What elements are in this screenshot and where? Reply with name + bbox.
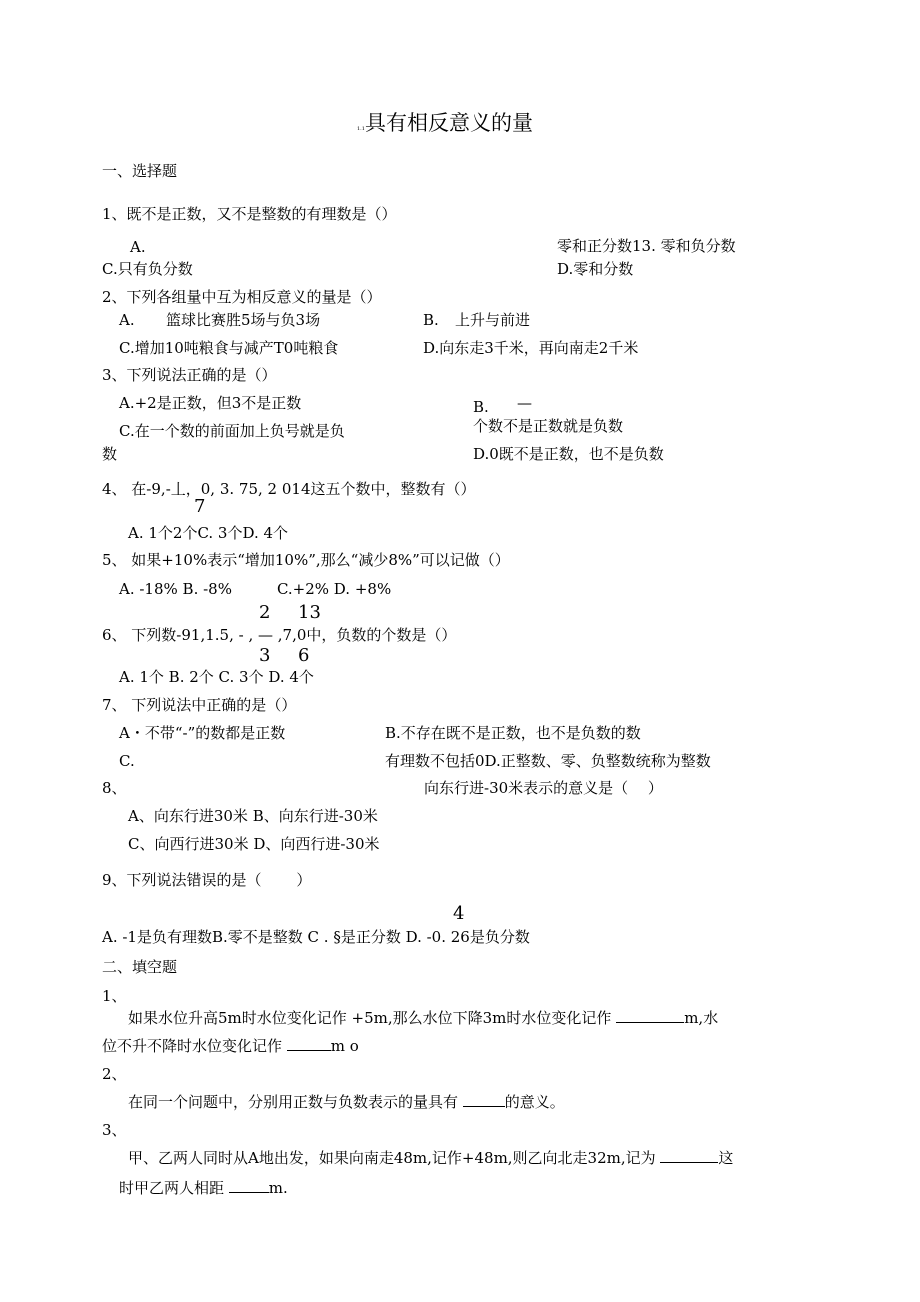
question-2-option-a-label: A. (119, 311, 135, 329)
question-3-option-d: D.0既不是正数，也不是负数 (473, 445, 664, 463)
section-heading-fill: 二、填空题 (102, 958, 178, 976)
fill-1-blank-1[interactable] (616, 1021, 684, 1023)
fill-3-text-d: m. (268, 1179, 288, 1197)
question-3-option-b: 个数不是正数就是负数 (473, 417, 624, 435)
fill-3-blank-2[interactable] (229, 1191, 269, 1193)
title-prefix: 1.1 (357, 126, 365, 132)
fill-3-line-2 (119, 1179, 288, 1197)
question-2-option-a: 篮球比赛胜5场与负3场 (166, 311, 321, 329)
question-3-stem: 3、下列说法正确的是（） (102, 366, 277, 384)
question-9-numerator: 4 (453, 903, 465, 924)
question-6-stem: 6、 下列数-91,1.5, - , — ,7,0中，负数的个数是（） (102, 626, 457, 644)
question-5-options: A. -18% B. -8% C.+2% D. +8% (119, 580, 392, 598)
question-3-option-b-dash: — (517, 394, 532, 412)
question-7-option-a: A・不带“-”的数都是正数 (119, 724, 286, 742)
question-5-stem: 5、 如果+10%表示“增加10%”,那么“减少8%”可以记做（） (102, 551, 510, 569)
question-2-option-d: D.向东走3千米，再向南走2千米 (423, 339, 639, 357)
fill-1-number: 1、 (102, 987, 127, 1005)
fill-3-number: 3、 (102, 1121, 127, 1139)
question-2-stem: 2、下列各组量中互为相反意义的量是（） (102, 288, 382, 306)
fill-1-text-a: 如果水位升高5m时水位变化记作 +5m,那么水位下降3m时水位变化记作 (128, 1009, 612, 1027)
question-1-option-c: C.只有负分数 (102, 260, 193, 278)
question-7-option-c-label: C. (119, 752, 135, 770)
fill-1-blank-2[interactable] (287, 1049, 331, 1051)
question-1-stem: 1、既不是正数，又不是整数的有理数是（） (102, 205, 397, 223)
question-6-denominator-1: 3 (259, 645, 271, 666)
question-4-denominator: 7 (194, 496, 206, 517)
question-8-options-ab: A、向东行进30米 B、向东行进-30米 (128, 807, 378, 825)
question-2-option-c: C.增加10吨粮食与减产T0吨粮食 (119, 339, 339, 357)
fill-2-line-1 (128, 1093, 565, 1111)
question-1-option-d: D.零和分数 (557, 260, 634, 278)
question-4-stem: 4、 在-9,-丄，0, 3. 75, 2 014这五个数中，整数有（） (102, 480, 476, 498)
fill-1-text-b: m,水 (684, 1009, 719, 1027)
fill-3-blank-1[interactable] (660, 1161, 718, 1163)
question-7-option-b: B.不存在既不是正数，也不是负数的数 (385, 724, 641, 742)
question-8-options-cd: C、向西行进30米 D、向西行进-30米 (128, 835, 380, 853)
question-9-options: A. -1是负有理数B.零不是整数 C . §是正分数 D. -0. 26是负分数 (102, 928, 530, 946)
question-7-stem: 7、 下列说法中正确的是（） (102, 696, 297, 714)
question-7-option-cd: 有理数不包括0D.正整数、零、负整数统称为整数 (385, 752, 711, 770)
question-2-option-b: 上升与前进 (455, 311, 531, 329)
question-1-option-ab-right: 零和正分数13. 零和负分数 (557, 237, 736, 255)
question-3-option-c: C.在一个数的前面加上负号就是负 (119, 422, 345, 440)
question-9-stem: 9、下列说法错误的是（ ） (102, 871, 312, 889)
fill-3-text-b: 这 (718, 1149, 734, 1167)
page-title: 具有相反意义的量 (364, 111, 533, 135)
question-1-option-a: A. (130, 238, 146, 256)
fill-2-text-a: 在同一个问题中，分别用正数与负数表示的量具有 (128, 1093, 459, 1111)
question-8-number: 8、 (102, 779, 127, 797)
section-heading-choice: 一、选择题 (102, 162, 178, 180)
fill-1-line-2 (102, 1037, 359, 1055)
fill-2-text-b: 的意义。 (504, 1093, 565, 1111)
question-2-option-b-label: B. (423, 311, 439, 329)
question-3-option-c-cont: 数 (102, 445, 118, 463)
question-6-numerator-1: 2 (259, 602, 271, 623)
fill-3-text-a: 甲、乙两人同时从A地出发，如果向南走48m,记作+48m,则乙向北走32m,记为 (128, 1149, 656, 1167)
question-4-options: A. 1个2个C. 3个D. 4个 (128, 524, 289, 542)
title-line (357, 111, 533, 136)
question-8-stem: 向东行进-30米表示的意义是（ ） (424, 779, 663, 797)
question-6-denominator-2: 6 (298, 645, 310, 666)
fill-1-line-1 (128, 1009, 718, 1027)
fill-1-text-d: m o (330, 1037, 359, 1055)
fill-1-text-c: 位不升不降时水位变化记作 (102, 1037, 283, 1055)
fill-3-line-1 (128, 1149, 733, 1167)
fill-2-blank[interactable] (463, 1105, 505, 1107)
question-6-options: A. 1个 B. 2个 C. 3个 D. 4个 (119, 668, 314, 686)
question-3-option-a: A.+2是正数，但3不是正数 (119, 394, 302, 412)
fill-2-number: 2、 (102, 1065, 127, 1083)
fill-3-text-c: 时甲乙两人相距 (119, 1179, 225, 1197)
question-3-option-b-label: B. (473, 398, 489, 416)
question-6-numerator-2: 13 (298, 602, 321, 623)
